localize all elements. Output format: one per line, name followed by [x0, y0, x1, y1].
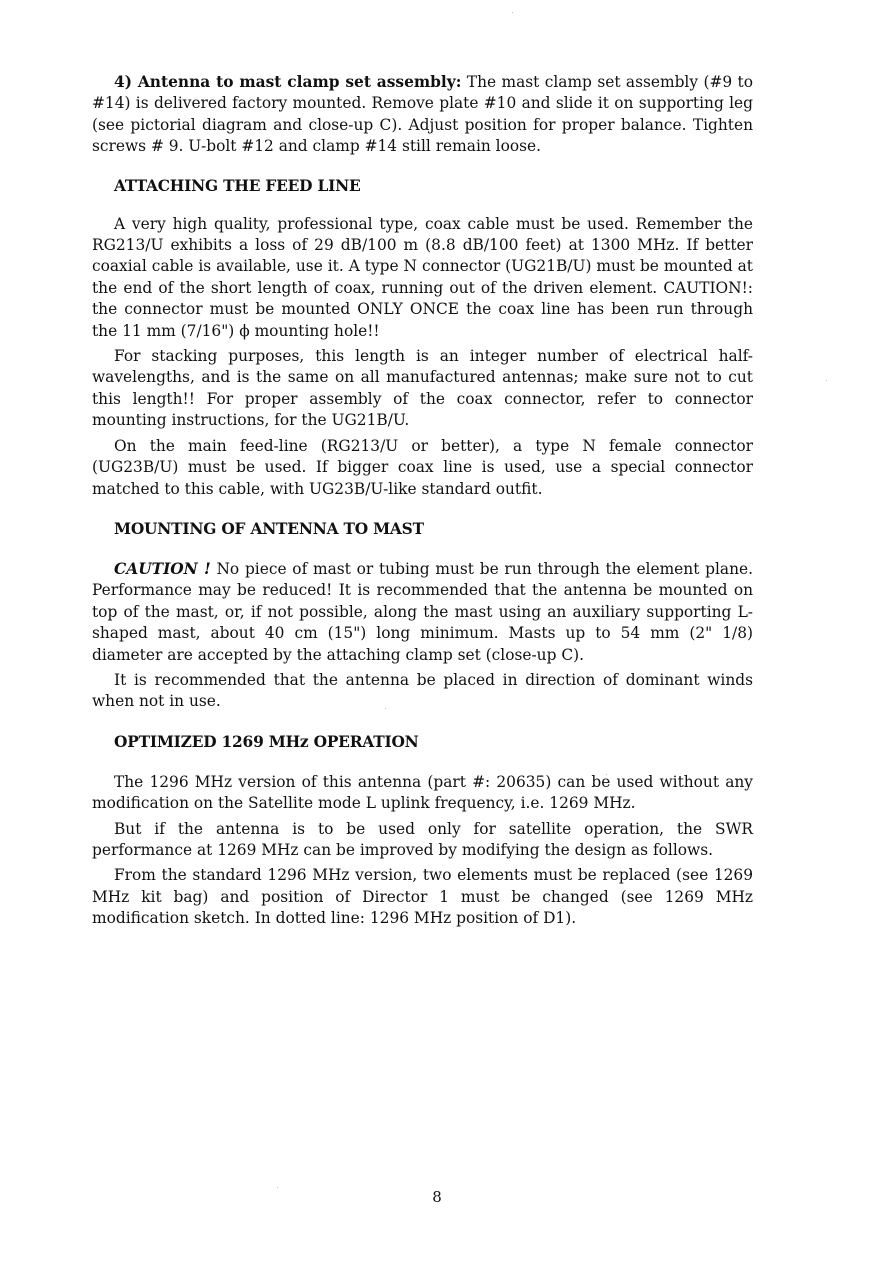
feed-line-heading: ATTACHING THE FEED LINE — [114, 176, 361, 195]
scan-speck — [512, 12, 513, 13]
page-number: 8 — [432, 1188, 442, 1206]
mounting-paragraph: It is recommended that the antenna be placed in direction of dominant winds when not in use. — [92, 670, 753, 711]
feed-line-paragraph: On the main feed-line (RG213/U or better), a type N female connector (UG23B/U) must be used. If bigger coax line is used, use a special connector matched to this cable, with UG23B/U-like standard outfit. — [92, 436, 753, 498]
intro-text: The mast clamp set assembly (#9 to #14) is delivered factory mounted. Remove plate #10 and slide it on supporting leg (see pictorial diagram and close-up C). Adjust position for proper balance. Tighten screws # 9. U-bolt #12 and clamp #14 still remain loose. — [92, 73, 753, 156]
optimized-heading: OPTIMIZED 1269 MHz OPERATION — [114, 732, 419, 751]
text-column — [92, 72, 753, 930]
intro-paragraph — [92, 72, 753, 158]
scan-speck — [826, 380, 827, 381]
feed-line-paragraph: A very high quality, professional type, coax cable must be used. Remember the RG213/U exhibits a loss of 29 dB/100 m (8.8 dB/100 feet) at 1300 MHz. If better coaxial cable is available, use it. A type N connector (UG21B/U) must be mounted at the end of the short length of coax, running out of the driven element. CAUTION!: the connector must be mounted ONLY ONCE the coax line has been run through the 11 mm (7/16") ϕ mounting hole!! — [92, 214, 753, 340]
optimized-paragraph: But if the antenna is to be used only for satellite operation, the SWR performance at 1269 MHz can be improved by modifying the design as follows. — [92, 819, 753, 859]
mounting-heading: MOUNTING OF ANTENNA TO MAST — [114, 519, 424, 538]
mounting-caution-paragraph — [92, 559, 753, 666]
caution-label: CAUTION ! — [114, 559, 211, 578]
intro-lead-title: 4) Antenna to mast clamp set assembly: — [114, 73, 462, 91]
caution-text: No piece of mast or tubing must be run through the element plane. Performance may be reduced! It is recommended that the antenna be mounted on top of the mast, or, if not possible, along the mast using an auxiliary supporting L-shaped mast, about 40 cm (15") long minimum. Masts up to 54 mm (2" 1/8) diameter are accepted by the attaching clamp set (close-up C). — [92, 559, 753, 664]
optimized-paragraph: The 1296 MHz version of this antenna (part #: 20635) can be used without any modification on the Satellite mode L uplink frequency, i.e. 1269 MHz. — [92, 772, 753, 813]
feed-line-paragraph: For stacking purposes, this length is an integer number of electrical half-wavelengths, and is the same on all manufactured antennas; make sure not to cut this length!! For proper assembly of the coax connector, refer to connector mounting instructions, for the UG21B/U. — [92, 347, 753, 430]
optimized-paragraph: From the standard 1296 MHz version, two elements must be replaced (see 1269 MHz kit bag) and position of Director 1 must be changed (see 1269 MHz modification sketch. In dotted line: 1296 MHz position of D1). — [92, 866, 753, 928]
